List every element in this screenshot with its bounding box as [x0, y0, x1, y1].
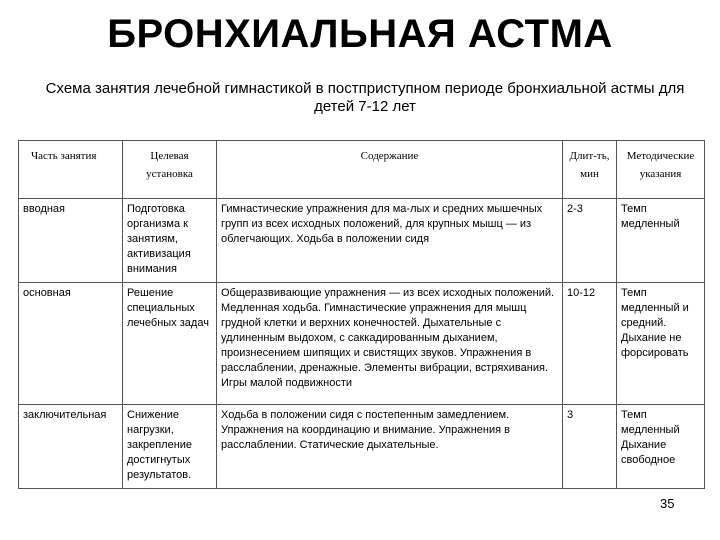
- header-goal: Целевая установка: [123, 141, 217, 199]
- cell-goal: Подготовка организма к занятиям, активизация внимания: [123, 199, 217, 283]
- cell-goal: Снижение нагрузки, закрепление достигнутых результатов.: [123, 405, 217, 489]
- cell-notes: Темп медленный: [617, 199, 705, 283]
- cell-duration: 2-3: [563, 199, 617, 283]
- cell-duration: 3: [563, 405, 617, 489]
- table-row: [19, 283, 705, 405]
- cell-notes: Темп медленный Дыхание свободное: [617, 405, 705, 489]
- cell-part: заключительная: [19, 405, 123, 489]
- header-content: Содержание: [217, 141, 563, 199]
- table-row: [19, 199, 705, 283]
- cell-content: Гимнастические упражнения для ма-лых и средних мышечных групп из всех исходных положений, для крупных мышц — из облегчающих. Ходьба в положении сидя: [217, 199, 563, 283]
- table-header-row: [19, 141, 705, 199]
- exercise-schedule-table: [18, 140, 705, 489]
- header-duration: Длит-ть, мин: [563, 141, 617, 199]
- cell-content: Общеразвивающие упражнения — из всех исходных положений. Медленная ходьба. Гимнастические упражнения для мышц грудной клетки и верхних конечностей. Дыхательные с удлиненным выдохом, с саккадированным дыханием, произнесением шипящих и свистящих звуков. Упражнения в расслаблении, дренажные. Элементы вибрации, встряхивания. Игры малой подвижности: [217, 283, 563, 405]
- header-part: Часть занятия: [19, 141, 123, 199]
- cell-part: основная: [19, 283, 123, 405]
- cell-duration: 10-12: [563, 283, 617, 405]
- subtitle: Схема занятия лечебной гимнастикой в постприступном периоде бронхиальной астмы для детей 7-12 лет: [45, 80, 685, 115]
- cell-notes: Темп медленный и средний. Дыхание не форсировать: [617, 283, 705, 405]
- cell-goal: Решение специальных лечебных задач: [123, 283, 217, 405]
- table-row: [19, 405, 705, 489]
- cell-part: вводная: [19, 199, 123, 283]
- page-title: БРОНХИАЛЬНАЯ АСТМА: [107, 12, 613, 56]
- cell-content: Ходьба в положении сидя с постепенным замедлением. Упражнения на координацию и внимание. Упражнения в расслаблении. Статические дыхательные.: [217, 405, 563, 489]
- header-notes: Методические указания: [617, 141, 705, 199]
- page-number: 35: [660, 496, 675, 511]
